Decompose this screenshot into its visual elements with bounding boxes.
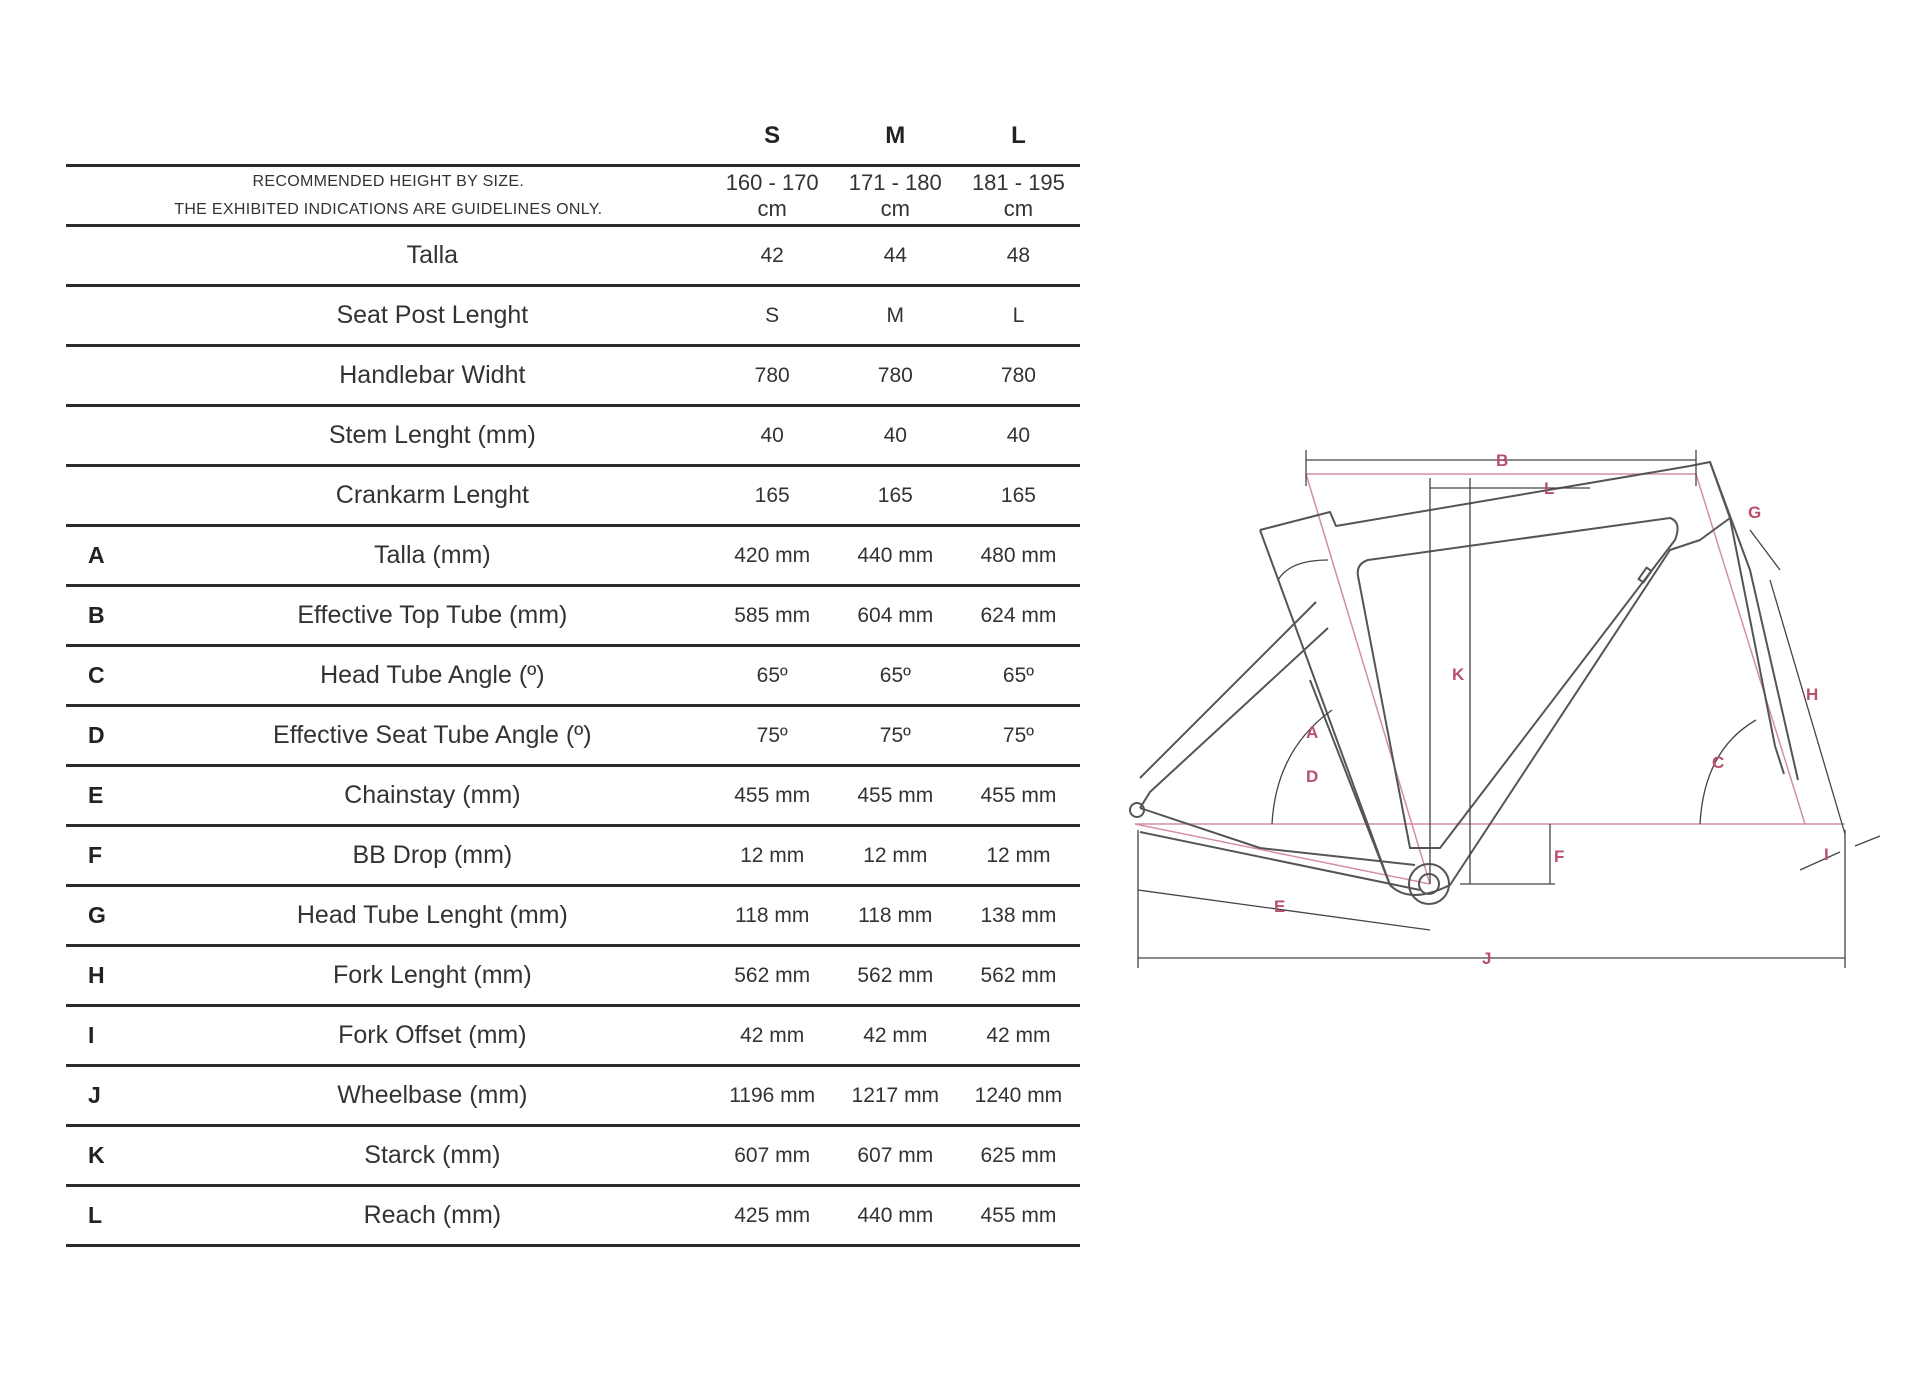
height-range: 181 - 195 cm xyxy=(957,166,1080,226)
row-label: Talla (mm) xyxy=(154,526,711,586)
size-value: 420 mm xyxy=(711,526,834,586)
size-value: 440 mm xyxy=(834,526,957,586)
size-header: L xyxy=(957,108,1080,166)
row-label: Fork Offset (mm) xyxy=(154,1006,711,1066)
label-G: G xyxy=(1748,503,1762,522)
size-value: L xyxy=(957,286,1080,346)
row-label: Head Tube Lenght (mm) xyxy=(154,886,711,946)
table-row xyxy=(66,406,1080,466)
size-value: 12 mm xyxy=(834,826,957,886)
table-row xyxy=(66,886,1080,946)
row-label: Chainstay (mm) xyxy=(154,766,711,826)
size-value: 40 xyxy=(834,406,957,466)
guidelines-disclaimer: THE EXHIBITED INDICATIONS ARE GUIDELINES ONLY. xyxy=(174,200,603,218)
size-value: 40 xyxy=(957,406,1080,466)
size-value: 455 mm xyxy=(711,766,834,826)
size-value: M xyxy=(834,286,957,346)
dimension-letter: H xyxy=(66,946,154,1006)
table-row xyxy=(66,1006,1080,1066)
dimension-letter: K xyxy=(66,1126,154,1186)
size-value: 75º xyxy=(957,706,1080,766)
size-value: 604 mm xyxy=(834,586,957,646)
table-row xyxy=(66,466,1080,526)
dimension-letter: F xyxy=(66,826,154,886)
dimension-letter xyxy=(66,406,154,466)
label-C: C xyxy=(1712,753,1725,772)
size-value: 1196 mm xyxy=(711,1066,834,1126)
dimension-letter: I xyxy=(66,1006,154,1066)
table-row xyxy=(66,586,1080,646)
table-row xyxy=(66,1126,1080,1186)
dimension-letter: C xyxy=(66,646,154,706)
size-value: 165 xyxy=(957,466,1080,526)
label-J: J xyxy=(1482,949,1492,968)
geometry-table xyxy=(66,108,1080,1247)
dimension-letter: A xyxy=(66,526,154,586)
table-row xyxy=(66,226,1080,286)
size-value: 165 xyxy=(834,466,957,526)
size-value: 48 xyxy=(957,226,1080,286)
size-header: S xyxy=(711,108,834,166)
row-label: Fork Lenght (mm) xyxy=(154,946,711,1006)
table-row xyxy=(66,706,1080,766)
table-row xyxy=(66,286,1080,346)
size-value: 585 mm xyxy=(711,586,834,646)
label-F: F xyxy=(1554,847,1565,866)
table-row xyxy=(66,766,1080,826)
size-value: 165 xyxy=(711,466,834,526)
dimension-letter: G xyxy=(66,886,154,946)
size-value: 780 xyxy=(957,346,1080,406)
label-I: I xyxy=(1824,845,1829,864)
size-value: 42 mm xyxy=(957,1006,1080,1066)
row-label: Reach (mm) xyxy=(154,1186,711,1246)
size-value: 118 mm xyxy=(711,886,834,946)
size-value: 607 mm xyxy=(711,1126,834,1186)
row-label: Effective Seat Tube Angle (º) xyxy=(154,706,711,766)
height-range: 160 - 170 cm xyxy=(711,166,834,226)
size-value: 562 mm xyxy=(957,946,1080,1006)
height-range: 171 - 180 cm xyxy=(834,166,957,226)
row-label: BB Drop (mm) xyxy=(154,826,711,886)
size-value: 562 mm xyxy=(711,946,834,1006)
size-value: 1240 mm xyxy=(957,1066,1080,1126)
label-E: E xyxy=(1274,897,1286,916)
size-value: 455 mm xyxy=(957,1186,1080,1246)
recommended-height-title: RECOMMENDED HEIGHT BY SIZE. xyxy=(252,172,525,190)
table-row xyxy=(66,1066,1080,1126)
row-label: Stem Lenght (mm) xyxy=(154,406,711,466)
size-value: 425 mm xyxy=(711,1186,834,1246)
size-value: 118 mm xyxy=(834,886,957,946)
size-value: 42 mm xyxy=(711,1006,834,1066)
size-value: 440 mm xyxy=(834,1186,957,1246)
row-label: Talla xyxy=(154,226,711,286)
recommended-height-label xyxy=(66,166,711,226)
label-D: D xyxy=(1306,767,1319,786)
size-value: 625 mm xyxy=(957,1126,1080,1186)
size-value: 780 xyxy=(834,346,957,406)
label-K: K xyxy=(1452,665,1465,684)
size-value: 780 xyxy=(711,346,834,406)
size-value: 65º xyxy=(957,646,1080,706)
size-value: 624 mm xyxy=(957,586,1080,646)
size-value: S xyxy=(711,286,834,346)
size-value: 42 xyxy=(711,226,834,286)
size-value: 65º xyxy=(834,646,957,706)
dimension-labels xyxy=(1274,451,1829,968)
dimension-letter xyxy=(66,286,154,346)
table-row xyxy=(66,646,1080,706)
row-label: Effective Top Tube (mm) xyxy=(154,586,711,646)
label-B: B xyxy=(1496,451,1509,470)
dimension-letter: E xyxy=(66,766,154,826)
label-L: L xyxy=(1544,479,1555,498)
row-label: Head Tube Angle (º) xyxy=(154,646,711,706)
row-label: Handlebar Widht xyxy=(154,346,711,406)
table-row xyxy=(66,526,1080,586)
size-value: 40 xyxy=(711,406,834,466)
recommended-height-row xyxy=(66,166,1080,226)
label-A: A xyxy=(1306,723,1319,742)
size-value: 44 xyxy=(834,226,957,286)
size-value: 12 mm xyxy=(957,826,1080,886)
size-value: 480 mm xyxy=(957,526,1080,586)
row-label: Wheelbase (mm) xyxy=(154,1066,711,1126)
header-blank xyxy=(66,108,154,166)
size-value: 42 mm xyxy=(834,1006,957,1066)
dimension-letter xyxy=(66,346,154,406)
table-row xyxy=(66,346,1080,406)
table-row xyxy=(66,1186,1080,1246)
size-value: 1217 mm xyxy=(834,1066,957,1126)
bike-frame-diagram xyxy=(1110,390,1890,990)
dimension-letter: D xyxy=(66,706,154,766)
size-value: 138 mm xyxy=(957,886,1080,946)
label-H: H xyxy=(1806,685,1819,704)
table-row xyxy=(66,826,1080,886)
size-value: 455 mm xyxy=(957,766,1080,826)
size-header: M xyxy=(834,108,957,166)
size-value: 12 mm xyxy=(711,826,834,886)
size-value: 75º xyxy=(834,706,957,766)
row-label: Starck (mm) xyxy=(154,1126,711,1186)
size-value: 607 mm xyxy=(834,1126,957,1186)
row-label: Seat Post Lenght xyxy=(154,286,711,346)
dimension-letter xyxy=(66,466,154,526)
size-value: 562 mm xyxy=(834,946,957,1006)
row-label: Crankarm Lenght xyxy=(154,466,711,526)
dimension-letter: J xyxy=(66,1066,154,1126)
dimension-letter xyxy=(66,226,154,286)
dimension-letter: L xyxy=(66,1186,154,1246)
size-value: 65º xyxy=(711,646,834,706)
header-blank xyxy=(154,108,711,166)
size-header-row xyxy=(66,108,1080,166)
table-row xyxy=(66,946,1080,1006)
size-value: 75º xyxy=(711,706,834,766)
dimension-letter: B xyxy=(66,586,154,646)
size-value: 455 mm xyxy=(834,766,957,826)
